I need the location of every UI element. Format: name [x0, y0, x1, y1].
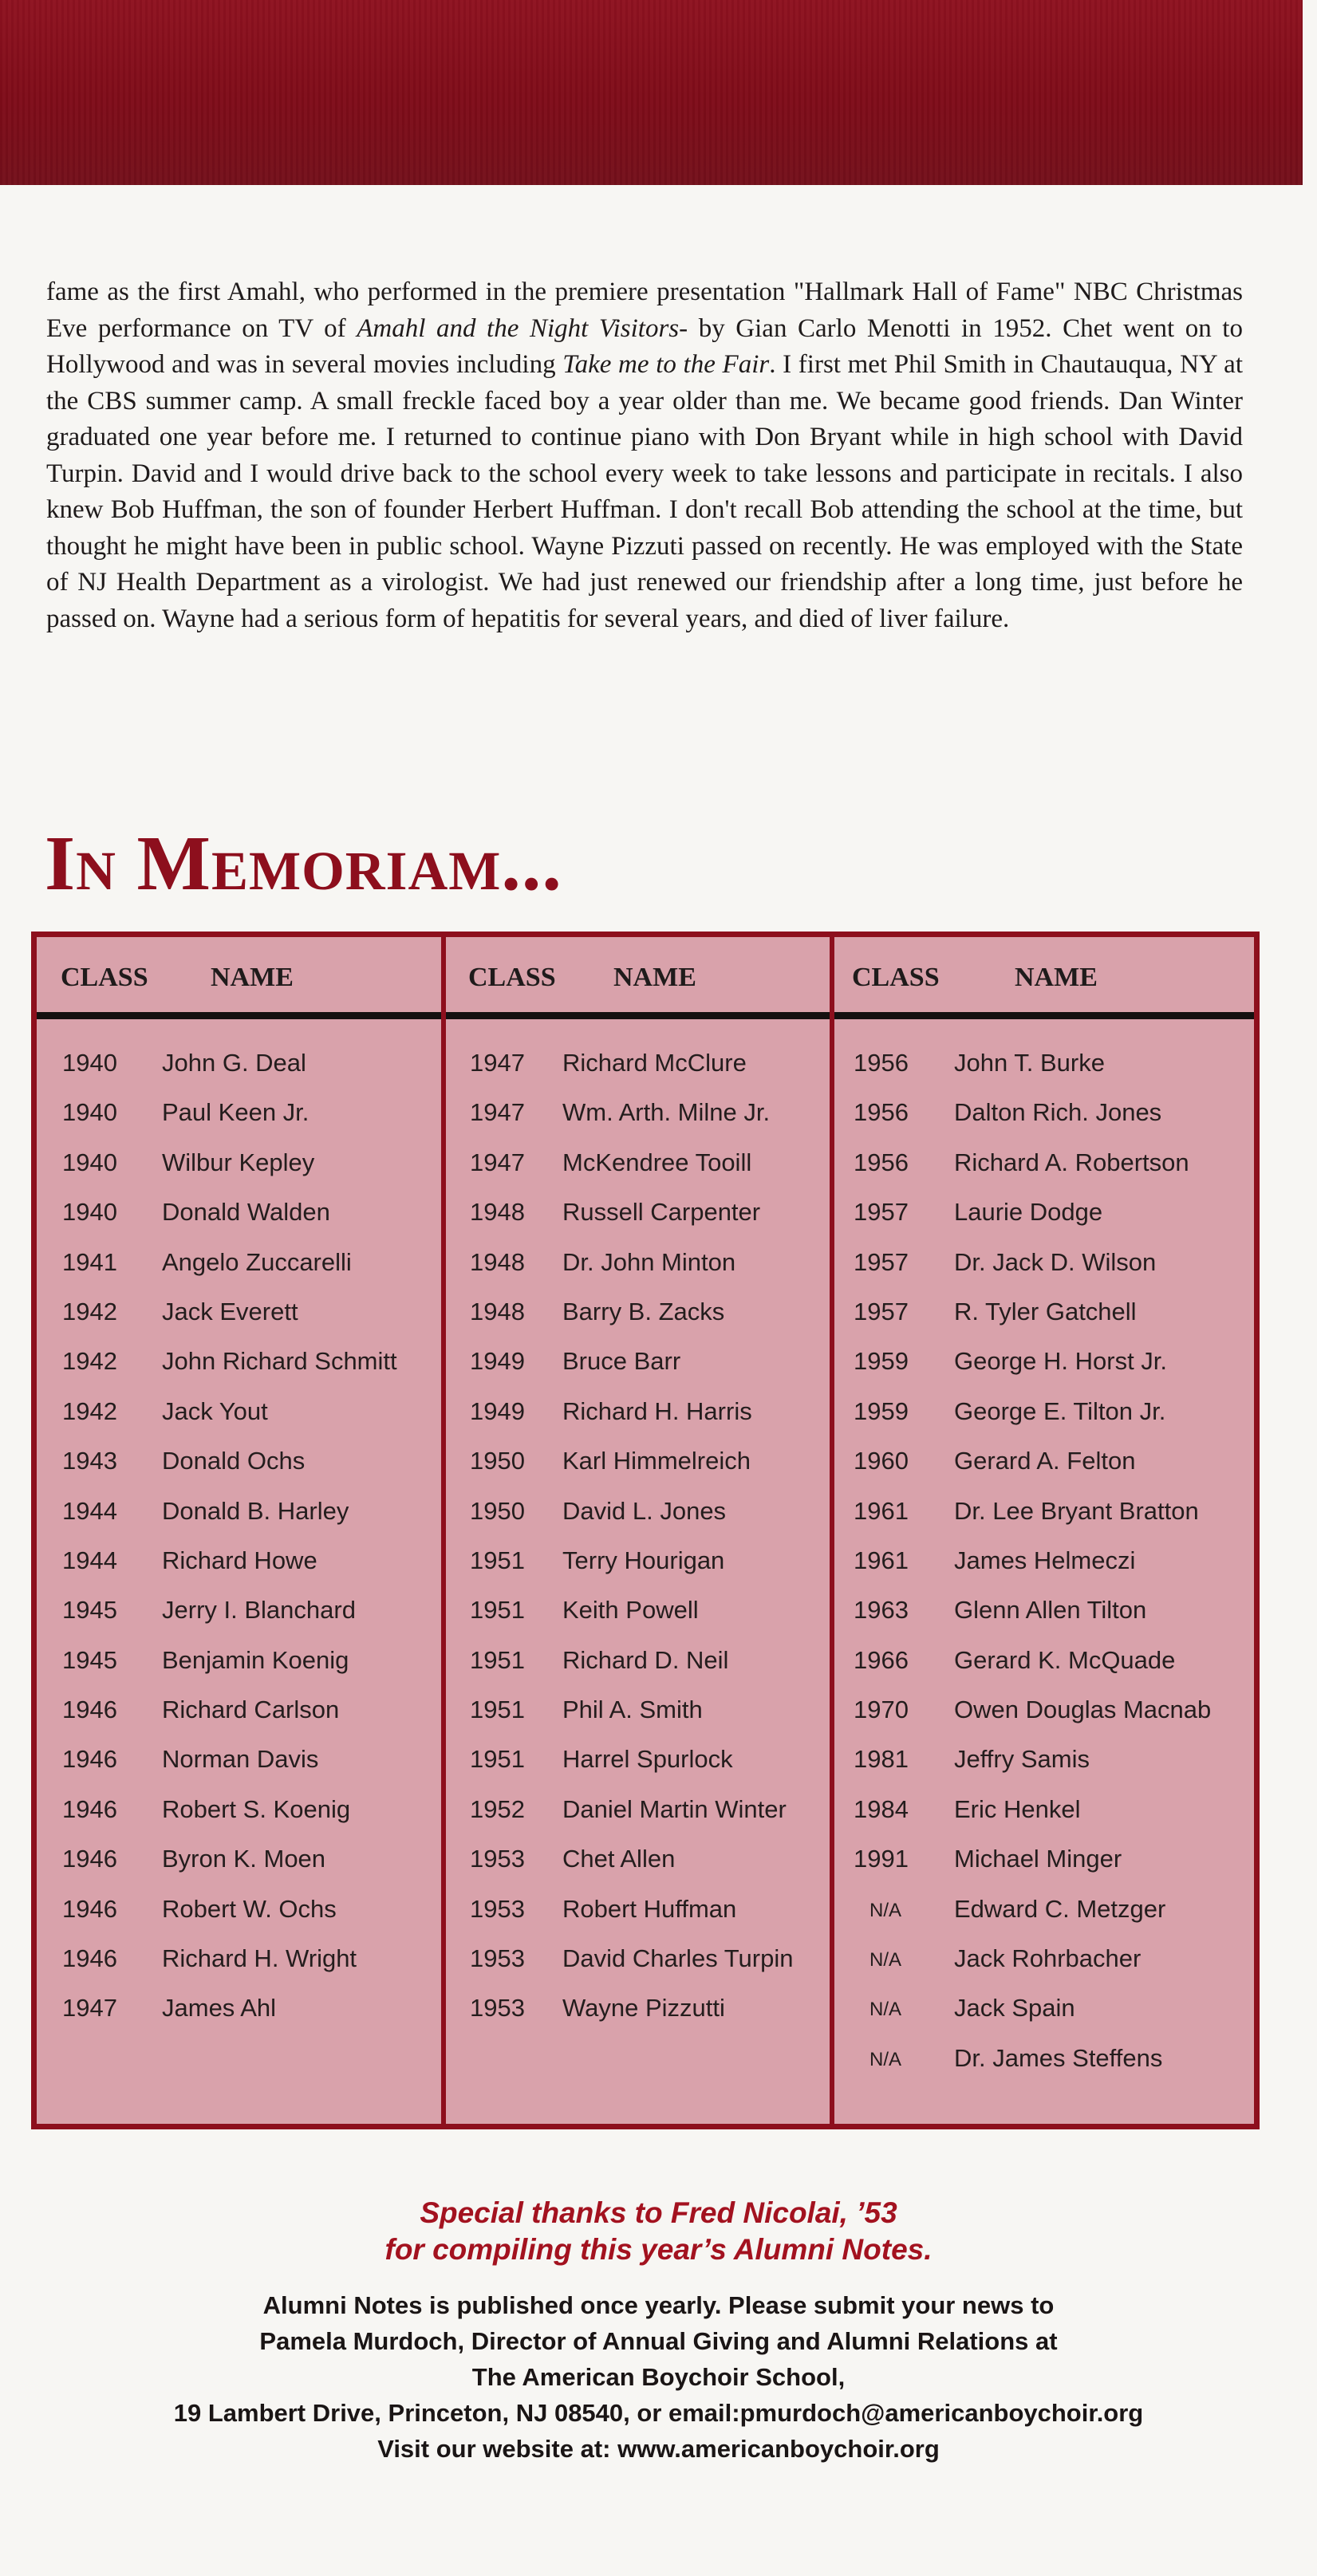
- memoriam-row: [446, 1935, 830, 1984]
- memoriam-column-2: [441, 937, 830, 2124]
- alumnus-name: Byron K. Moen: [162, 1845, 326, 1873]
- notes-line-4: 19 Lambert Drive, Princeton, NJ 08540, or email:pmurdoch@americanboychoir.org: [173, 2399, 1144, 2427]
- memoriam-row: [834, 1735, 1254, 1785]
- class-year: 1942: [62, 1347, 117, 1376]
- memoriam-row: [834, 1388, 1254, 1437]
- alumni-story: [46, 274, 1243, 637]
- class-year: 1946: [62, 1944, 117, 1973]
- alumnus-name: Eric Henkel: [954, 1794, 1081, 1823]
- memoriam-row: [37, 1288, 441, 1337]
- name-header: NAME: [211, 963, 294, 992]
- class-year: 1956: [854, 1098, 909, 1127]
- header-divider: [834, 1012, 1254, 1019]
- class-year: 1940: [62, 1198, 117, 1227]
- notes-line-1: Alumni Notes is published once yearly. Please submit your news to: [262, 2291, 1055, 2319]
- publication-notes: [0, 2287, 1317, 2467]
- memoriam-row: [834, 1239, 1254, 1288]
- memoriam-row: [37, 1984, 441, 2034]
- memoriam-row: [834, 1089, 1254, 1138]
- memoriam-row: [446, 1786, 830, 1835]
- class-year: 1948: [470, 1198, 525, 1227]
- memoriam-row: [446, 1139, 830, 1188]
- class-year: 1951: [470, 1546, 525, 1574]
- class-year: 1959: [854, 1396, 909, 1425]
- alumnus-name: John T. Burke: [954, 1049, 1105, 1077]
- class-year: 1947: [470, 1049, 525, 1077]
- alumnus-name: Richard D. Neil: [562, 1645, 729, 1674]
- memoriam-row: [37, 1586, 441, 1636]
- alumnus-name: Wayne Pizzutti: [562, 1994, 725, 2023]
- class-year: 1984: [854, 1794, 909, 1823]
- memoriam-row: [834, 1984, 1254, 2034]
- class-year: 1944: [62, 1496, 117, 1525]
- class-year: 1953: [470, 1894, 525, 1923]
- alumnus-name: Donald B. Harley: [162, 1496, 349, 1525]
- class-year: 1951: [470, 1745, 525, 1774]
- alumnus-name: Edward C. Metzger: [954, 1894, 1166, 1923]
- alumnus-name: James Ahl: [162, 1994, 277, 2023]
- memoriam-row: [37, 1735, 441, 1785]
- alumnus-name: R. Tyler Gatchell: [954, 1297, 1137, 1325]
- class-year: 1957: [854, 1247, 909, 1276]
- story-title-amahl: Amahl and the Night Visitors-: [357, 313, 688, 343]
- alumnus-name: Dr. James Steffens: [954, 2043, 1163, 2072]
- alumnus-name: James Helmeczi: [954, 1546, 1136, 1574]
- alumnus-name: Richard H. Wright: [162, 1944, 357, 1973]
- memoriam-row: [37, 1537, 441, 1586]
- alumnus-name: Chet Allen: [562, 1845, 676, 1873]
- memoriam-rows: [37, 1039, 441, 2034]
- alumnus-name: David Charles Turpin: [562, 1944, 794, 1973]
- alumnus-name: Gerard A. Felton: [954, 1447, 1136, 1475]
- memoriam-row: [446, 1239, 830, 1288]
- class-year: 1957: [854, 1297, 909, 1325]
- memoriam-row: [834, 1188, 1254, 1238]
- memoriam-row: [37, 1239, 441, 1288]
- alumnus-name: Robert W. Ochs: [162, 1894, 337, 1923]
- alumnus-name: Russell Carpenter: [562, 1198, 761, 1227]
- memoriam-row: [834, 2034, 1254, 2084]
- alumnus-name: Richard McClure: [562, 1049, 747, 1077]
- alumnus-name: John G. Deal: [162, 1049, 306, 1077]
- alumnus-name: Terry Hourigan: [562, 1546, 725, 1574]
- alumnus-name: Phil A. Smith: [562, 1696, 703, 1724]
- memoriam-row: [834, 1337, 1254, 1387]
- alumnus-name: Keith Powell: [562, 1596, 699, 1625]
- memoriam-row: [834, 1139, 1254, 1188]
- memoriam-rows: [834, 1039, 1254, 2084]
- class-year: 1956: [854, 1148, 909, 1176]
- alumnus-name: Jack Yout: [162, 1396, 268, 1425]
- class-year: 1946: [62, 1845, 117, 1873]
- class-year: 1945: [62, 1645, 117, 1674]
- class-year: 1943: [62, 1447, 117, 1475]
- story-text-part-2: by Gian Carlo Menotti in 1952. Chet went on to Hollywood and was in several movies including: [46, 313, 1243, 379]
- column-header: [37, 937, 441, 1012]
- alumnus-name: Dr. Lee Bryant Bratton: [954, 1496, 1199, 1525]
- memoriam-row: [834, 1935, 1254, 1984]
- memoriam-row: [834, 1686, 1254, 1735]
- notes-line-2: Pamela Murdoch, Director of Annual Giving and Alumni Relations at: [259, 2327, 1058, 2355]
- thanks-line-2: for compiling this year’s Alumni Notes.: [384, 2233, 933, 2266]
- class-year: 1963: [854, 1596, 909, 1625]
- alumnus-name: Harrel Spurlock: [562, 1745, 733, 1774]
- class-year: 1952: [470, 1794, 525, 1823]
- alumnus-name: Michael Minger: [954, 1845, 1122, 1873]
- column-header: [834, 937, 1254, 1012]
- header-band: [0, 0, 1303, 185]
- alumnus-name: Richard A. Robertson: [954, 1148, 1189, 1176]
- memoriam-row: [37, 1835, 441, 1885]
- memoriam-row: [37, 1487, 441, 1537]
- memoriam-row: [834, 1437, 1254, 1487]
- memoriam-row: [834, 1586, 1254, 1636]
- memoriam-row: [37, 1437, 441, 1487]
- memoriam-row: [446, 1885, 830, 1935]
- memoriam-row: [834, 1288, 1254, 1337]
- class-year: 1953: [470, 1994, 525, 2023]
- special-thanks: [0, 2195, 1317, 2268]
- alumnus-name: Norman Davis: [162, 1745, 319, 1774]
- class-year: 1947: [62, 1994, 117, 2023]
- alumnus-name: Richard Carlson: [162, 1696, 340, 1724]
- alumnus-name: McKendree Tooill: [562, 1148, 752, 1176]
- alumnus-name: Richard H. Harris: [562, 1396, 752, 1425]
- class-year: 1960: [854, 1447, 909, 1475]
- memoriam-row: [834, 1039, 1254, 1089]
- alumnus-name: Bruce Barr: [562, 1347, 681, 1376]
- class-year: 1991: [854, 1845, 909, 1873]
- memoriam-row: [446, 1984, 830, 2034]
- column-header: [446, 937, 830, 1012]
- memoriam-row: [446, 1637, 830, 1686]
- memoriam-row: [834, 1637, 1254, 1686]
- memoriam-rows: [446, 1039, 830, 2034]
- alumnus-name: Jack Everett: [162, 1297, 298, 1325]
- class-year: 1956: [854, 1049, 909, 1077]
- class-year: 1946: [62, 1794, 117, 1823]
- alumnus-name: Donald Ochs: [162, 1447, 306, 1475]
- alumnus-name: Wilbur Kepley: [162, 1148, 315, 1176]
- memoriam-row: [834, 1537, 1254, 1586]
- class-year: 1950: [470, 1496, 525, 1525]
- class-year: N/A: [869, 1949, 902, 1971]
- class-year: 1949: [470, 1347, 525, 1376]
- class-year: 1950: [470, 1447, 525, 1475]
- alumnus-name: Laurie Dodge: [954, 1198, 1103, 1227]
- alumnus-name: Jack Spain: [954, 1994, 1075, 2023]
- class-year: N/A: [869, 1899, 902, 1921]
- class-year: 1946: [62, 1696, 117, 1724]
- class-year: 1959: [854, 1347, 909, 1376]
- memoriam-row: [37, 1637, 441, 1686]
- memoriam-row: [37, 1935, 441, 1984]
- memoriam-row: [37, 1786, 441, 1835]
- memoriam-row: [446, 1188, 830, 1238]
- alumnus-name: George E. Tilton Jr.: [954, 1396, 1166, 1425]
- memoriam-row: [446, 1437, 830, 1487]
- memoriam-row: [834, 1786, 1254, 1835]
- memoriam-row: [37, 1039, 441, 1089]
- header-divider: [446, 1012, 830, 1019]
- alumnus-name: Jack Rohrbacher: [954, 1944, 1142, 1973]
- memoriam-row: [446, 1487, 830, 1537]
- name-header: NAME: [613, 963, 696, 992]
- memoriam-row: [446, 1835, 830, 1885]
- class-year: 1951: [470, 1696, 525, 1724]
- memoriam-row: [37, 1139, 441, 1188]
- alumnus-name: Robert S. Koenig: [162, 1794, 351, 1823]
- alumnus-name: John Richard Schmitt: [162, 1347, 397, 1376]
- memoriam-heading: In Memoriam...: [45, 821, 562, 907]
- class-year: 1961: [854, 1496, 909, 1525]
- class-year: N/A: [869, 1999, 902, 2021]
- alumnus-name: Jerry I. Blanchard: [162, 1596, 356, 1625]
- class-year: 1953: [470, 1944, 525, 1973]
- memoriam-row: [37, 1686, 441, 1735]
- story-text-part-3: . I first met Phil Smith in Chautauqua, NY at the CBS summer camp. A small freckle faced boy a year older than me. We became good friends. Dan Winter graduated one year before me. I returned to continue piano with Don Bryant while in high school with David Turpin. David and I would drive back to the school every week to take lessons and participate in recitals. I also knew Bob Huffman, the son of founder Herbert Huffman. I don't recall Bob attending the school at the time, but thought he might have been in public school. Wayne Pizzuti passed on recently. He was employed with the State of NJ Health Department as a virologist. We had just renewed our friendship after a long time, just before he passed on. Wayne had a serious form of hepatitis for several years, and died of liver failure.: [46, 350, 1243, 633]
- notes-line-5: Visit our website at: www.americanboychoir.org: [377, 2435, 940, 2463]
- class-year: 1961: [854, 1546, 909, 1574]
- alumnus-name: Angelo Zuccarelli: [162, 1247, 352, 1276]
- class-year: 1946: [62, 1745, 117, 1774]
- alumnus-name: Glenn Allen Tilton: [954, 1596, 1147, 1625]
- alumnus-name: Daniel Martin Winter: [562, 1794, 787, 1823]
- memoriam-row: [37, 1188, 441, 1238]
- memoriam-row: [834, 1885, 1254, 1935]
- class-year: 1966: [854, 1645, 909, 1674]
- alumnus-name: Dr. Jack D. Wilson: [954, 1247, 1157, 1276]
- alumnus-name: Paul Keen Jr.: [162, 1098, 310, 1127]
- memoriam-row: [446, 1735, 830, 1785]
- class-year: 1940: [62, 1148, 117, 1176]
- alumnus-name: Dr. John Minton: [562, 1247, 736, 1276]
- class-year: N/A: [869, 2048, 902, 2070]
- alumnus-name: Donald Walden: [162, 1198, 330, 1227]
- memoriam-row: [446, 1686, 830, 1735]
- alumnus-name: Gerard K. McQuade: [954, 1645, 1176, 1674]
- alumnus-name: Wm. Arth. Milne Jr.: [562, 1098, 771, 1127]
- class-year: 1981: [854, 1745, 909, 1774]
- header-divider: [37, 1012, 441, 1019]
- alumnus-name: Richard Howe: [162, 1546, 317, 1574]
- class-year: 1942: [62, 1396, 117, 1425]
- story-title-fair: Take me to the Fair: [562, 350, 770, 379]
- memoriam-row: [446, 1288, 830, 1337]
- memoriam-row: [446, 1537, 830, 1586]
- alumnus-name: Owen Douglas Macnab: [954, 1696, 1212, 1724]
- memoriam-row: [446, 1586, 830, 1636]
- alumnus-name: Jeffry Samis: [954, 1745, 1090, 1774]
- class-year: 1957: [854, 1198, 909, 1227]
- class-year: 1949: [470, 1396, 525, 1425]
- memoriam-row: [37, 1089, 441, 1138]
- class-year: 1953: [470, 1845, 525, 1873]
- thanks-line-1: Special thanks to Fred Nicolai, ’53: [420, 2196, 897, 2229]
- notes-line-3: The American Boychoir School,: [471, 2363, 846, 2391]
- class-year: 1945: [62, 1596, 117, 1625]
- memoriam-row: [446, 1039, 830, 1089]
- memoriam-row: [37, 1388, 441, 1437]
- name-header: NAME: [1015, 963, 1098, 992]
- memoriam-row: [834, 1487, 1254, 1537]
- memoriam-column-1: [37, 937, 441, 2124]
- class-year: 1944: [62, 1546, 117, 1574]
- class-year: 1951: [470, 1596, 525, 1625]
- class-year: 1951: [470, 1645, 525, 1674]
- memoriam-row: [834, 1835, 1254, 1885]
- class-year: 1970: [854, 1696, 909, 1724]
- memoriam-row: [37, 1885, 441, 1935]
- class-year: 1940: [62, 1049, 117, 1077]
- alumnus-name: Barry B. Zacks: [562, 1297, 725, 1325]
- class-year: 1947: [470, 1098, 525, 1127]
- class-year: 1941: [62, 1247, 117, 1276]
- alumnus-name: Karl Himmelreich: [562, 1447, 751, 1475]
- alumnus-name: David L. Jones: [562, 1496, 727, 1525]
- class-year: 1940: [62, 1098, 117, 1127]
- memoriam-row: [446, 1388, 830, 1437]
- class-year: 1948: [470, 1247, 525, 1276]
- story-paragraph: [46, 274, 1243, 637]
- alumnus-name: Robert Huffman: [562, 1894, 737, 1923]
- memoriam-row: [446, 1089, 830, 1138]
- memoriam-row: [37, 1337, 441, 1387]
- alumnus-name: Benjamin Koenig: [162, 1645, 349, 1674]
- alumnus-name: George H. Horst Jr.: [954, 1347, 1168, 1376]
- alumnus-name: Dalton Rich. Jones: [954, 1098, 1162, 1127]
- memoriam-table: [31, 932, 1260, 2129]
- class-year: 1942: [62, 1297, 117, 1325]
- story-text-part-1: fame as the first Amahl, who performed in the premiere presentation "Hallmark Hall of Fame" NBC Christmas Eve performance on TV of: [46, 278, 1243, 343]
- class-year: 1947: [470, 1148, 525, 1176]
- memoriam-column-3: [830, 937, 1254, 2124]
- memoriam-row: [446, 1337, 830, 1387]
- class-header: CLASS: [852, 963, 940, 992]
- class-year: 1946: [62, 1894, 117, 1923]
- class-header: CLASS: [468, 963, 556, 992]
- class-year: 1948: [470, 1297, 525, 1325]
- class-header: CLASS: [61, 963, 148, 992]
